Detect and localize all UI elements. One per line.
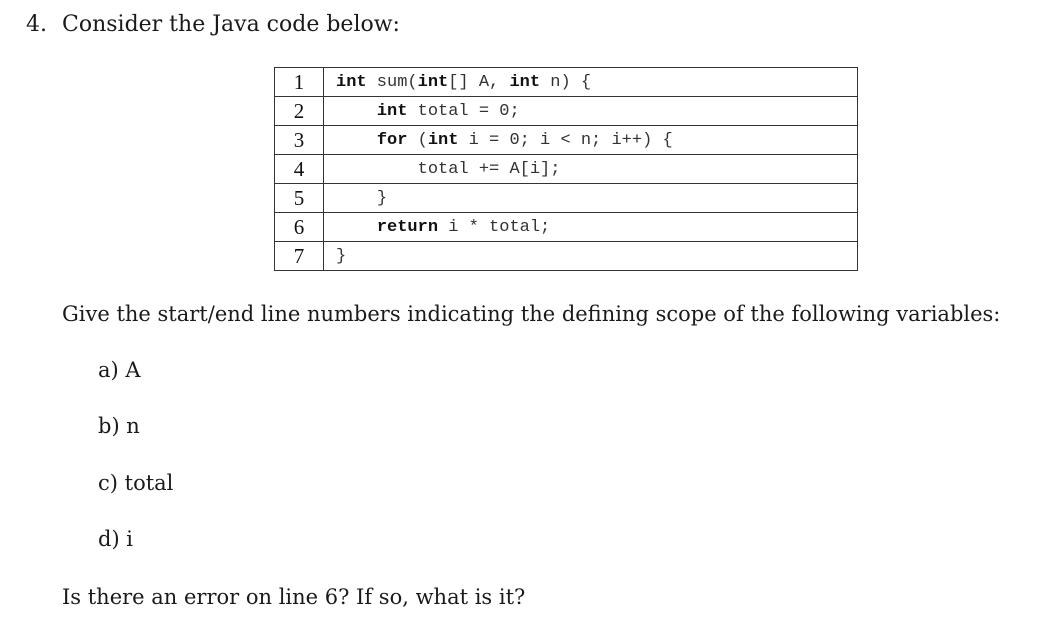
- code-line-row: [275, 68, 858, 97]
- code-text: [324, 126, 858, 155]
- code-token: total = 0;: [407, 101, 520, 121]
- line-number: 5: [275, 184, 324, 213]
- code-line-row: [275, 97, 858, 126]
- code-line-row: [275, 155, 858, 184]
- code-line-row: [275, 126, 858, 155]
- code-token: (: [407, 130, 428, 150]
- code-listing-table: [274, 67, 858, 271]
- question-title: Consider the Java code below:: [62, 12, 400, 37]
- code-text: [324, 184, 858, 213]
- code-text: [324, 97, 858, 126]
- code-token: total += A[i];: [417, 159, 561, 179]
- code-text: [324, 242, 858, 271]
- code-line-row: [275, 184, 858, 213]
- scope-prompt: Give the start/end line numbers indicating the defining scope of the following variables:: [62, 302, 1001, 326]
- code-token: }: [336, 246, 347, 266]
- code-keyword: int: [427, 130, 459, 150]
- part-c-label: c) total: [98, 471, 174, 495]
- code-token: n) {: [540, 72, 592, 92]
- code-line-row: [275, 242, 858, 271]
- code-token: [] A,: [448, 72, 510, 92]
- part-d-label: d) i: [98, 527, 134, 551]
- code-token: }: [376, 188, 388, 208]
- final-question: Is there an error on line 6? If so, what is it?: [62, 585, 526, 609]
- code-token: i = 0; i < n; i++) {: [458, 130, 673, 150]
- line-number: 7: [275, 242, 324, 271]
- code-keyword: int: [509, 72, 541, 92]
- code-keyword: return: [376, 217, 439, 237]
- code-line-row: [275, 213, 858, 242]
- code-token: i * total;: [438, 217, 551, 237]
- line-number: 2: [275, 97, 324, 126]
- code-text: [324, 68, 858, 97]
- line-number: 1: [275, 68, 324, 97]
- code-text: [324, 213, 858, 242]
- code-text: [324, 155, 858, 184]
- line-number: 4: [275, 155, 324, 184]
- line-number: 3: [275, 126, 324, 155]
- part-b-label: b) n: [98, 414, 140, 438]
- code-token: sum(: [366, 72, 418, 92]
- line-number: 6: [275, 213, 324, 242]
- question-number: 4.: [26, 12, 47, 37]
- question-heading: [26, 12, 400, 37]
- code-keyword: int: [376, 101, 408, 121]
- code-keyword: for: [376, 130, 408, 150]
- code-keyword: int: [417, 72, 449, 92]
- part-a-label: a) A: [98, 358, 141, 382]
- code-keyword: int: [336, 72, 367, 92]
